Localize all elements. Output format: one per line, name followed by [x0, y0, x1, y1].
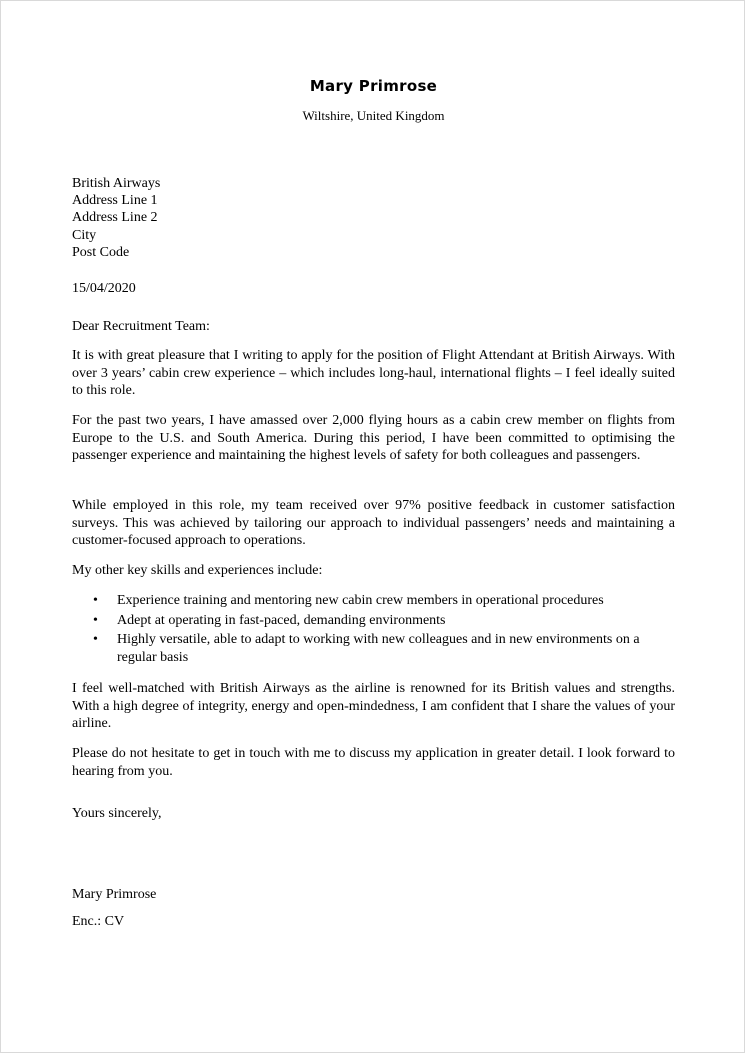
body-paragraph-experience: For the past two years, I have amassed over 2,000 flying hours as a cabin crew member on flights from Europe to the U.S. and South America. During this period, I have been committed to optimising the passenger experience and maintaining the highest levels of safety for both colleagues and passengers. [72, 413, 675, 463]
body-paragraph-contact: Please do not hesitate to get in touch with me to discuss my application in greater detail. I look forward to hearing from you. [72, 746, 675, 779]
skills-list-item [72, 631, 675, 666]
signature-name: Mary Primrose [72, 887, 157, 902]
skills-list [72, 592, 675, 668]
body-paragraph-feedback: While employed in this role, my team received over 97% positive feedback in customer satisfaction surveys. This was achieved by tailoring our approach to individual passengers’ needs and maintaining a customer-focused approach to operations. [72, 498, 675, 548]
recipient-address-line-2: Address Line 2 [72, 210, 158, 226]
recipient-company: British Airways [72, 176, 161, 191]
bullet-icon: • [93, 593, 98, 608]
skill-text: Experience training and mentoring new cabin crew members in operational procedures [117, 593, 604, 608]
closing: Yours sincerely, [72, 806, 162, 821]
skills-list-item [72, 592, 675, 610]
enclosure-note: Enc.: CV [72, 914, 125, 929]
recipient-address-line-1: Address Line 1 [72, 193, 158, 209]
skill-text: Adept at operating in fast-paced, demanding environments [117, 612, 446, 628]
recipient-post-code: Post Code [72, 244, 130, 260]
body-paragraph-match: I feel well-matched with British Airways as the airline is renowned for its British values and strengths. With a high degree of integrity, energy and open-mindedness, I am confident that I share the values of your airline. [72, 681, 675, 731]
body-paragraph-intro: It is with great pleasure that I writing to apply for the position of Flight Attendant at British Airways. With over 3 years’ cabin crew experience – which includes long-haul, international flights – I feel ideally suited to this role. [72, 348, 675, 398]
salutation: Dear Recruitment Team: [72, 319, 210, 334]
bullet-icon: • [93, 612, 98, 628]
sender-name: Mary Primrose [309, 77, 438, 95]
letter-date: 15/04/2020 [72, 281, 136, 296]
bullet-icon: • [93, 632, 98, 647]
skills-list-item [72, 612, 675, 630]
body-paragraph-skills-intro: My other key skills and experiences include: [72, 563, 323, 578]
recipient-city: City [72, 227, 97, 243]
recipient-address [72, 175, 472, 261]
skill-text: Highly versatile, able to adapt to working with new colleagues and in new environments on a regular basis [117, 632, 640, 665]
sender-location: Wiltshire, United Kingdom [302, 108, 445, 123]
